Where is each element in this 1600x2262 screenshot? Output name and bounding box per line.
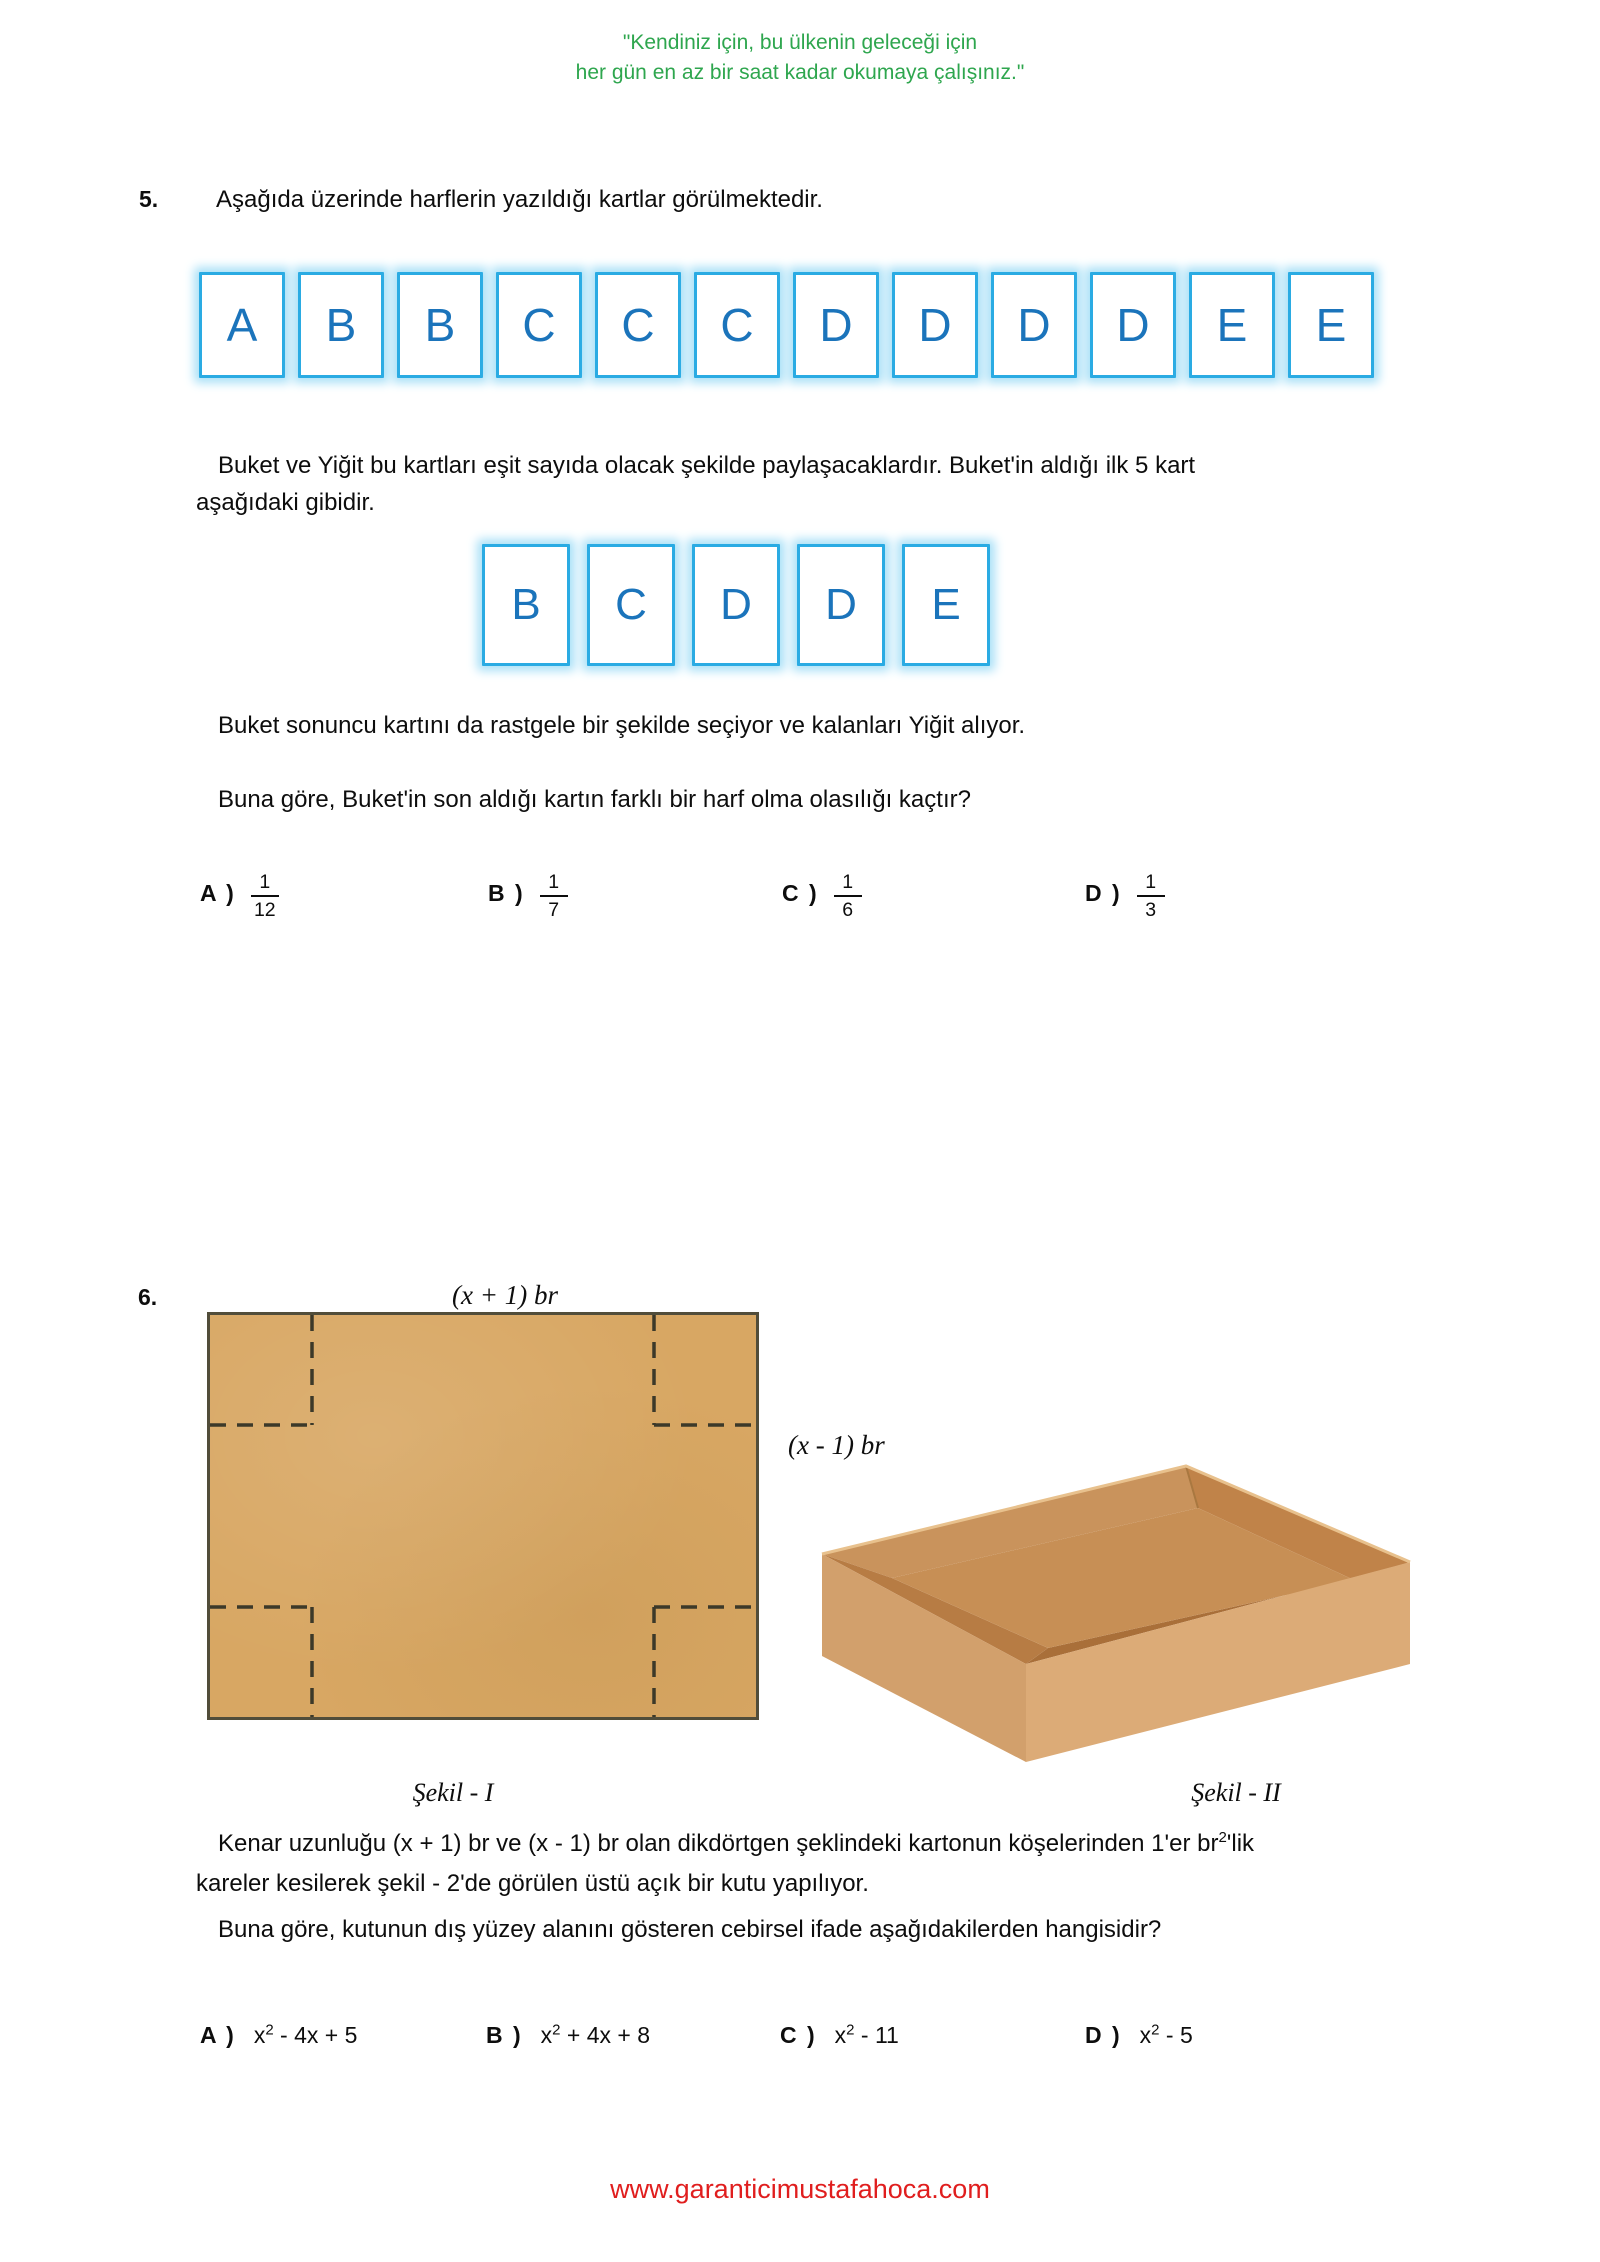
expr-rest: - 11: [854, 2022, 899, 2048]
q6-option-c: [780, 2022, 899, 2049]
fraction: [1137, 872, 1165, 920]
q5-option-c: [782, 868, 862, 920]
q5-option-d: [1085, 868, 1165, 920]
option-expression: [254, 2022, 358, 2049]
option-label: B ): [486, 2022, 523, 2048]
figure2-caption: Şekil - II: [1191, 1778, 1281, 1807]
figure1-caption: Şekil - I: [412, 1778, 494, 1807]
option-label: A ): [200, 2022, 236, 2048]
header-quote: [0, 28, 1600, 88]
q5-option-a: [200, 868, 279, 920]
question6-para-line2: kareler kesilerek şekil - 2'de görülen üstü açık bir kutu yapılıyor.: [196, 1870, 869, 1897]
fraction: [834, 872, 862, 920]
expr-base: x: [1139, 2022, 1152, 2048]
q6-side-dimension-label: (x - 1) br: [788, 1430, 885, 1460]
cardboard-figure: [207, 1312, 759, 1720]
header-quote-line2: her gün en az bir saat kadar okumaya çalışınız.": [575, 61, 1025, 84]
question5-para2: Buket sonuncu kartını da rastgele bir şekilde seçiyor ve kalanları Yiğit alıyor.: [218, 712, 1026, 739]
option-expression: [541, 2022, 650, 2049]
q6-option-b: [486, 2022, 650, 2049]
header-quote-line1: "Kendiniz için, bu ülkenin geleceği için: [622, 31, 978, 54]
question5-para1-line1: Buket ve Yiğit bu kartları eşit sayıda olacak şekilde paylaşacaklardır. Buket'in aldığı ilk 5 kart: [218, 452, 1196, 479]
question6-number: 6.: [138, 1284, 158, 1310]
expr-rest: + 4x + 8: [560, 2022, 651, 2048]
question5-number: 5.: [139, 186, 159, 212]
expr-superscript: 2: [1151, 2021, 1160, 2039]
dashed-cut-lines: [210, 1315, 756, 1717]
fraction-numerator: 1: [548, 871, 560, 893]
fraction-bar: [834, 895, 862, 897]
fraction-numerator: 1: [1145, 871, 1157, 893]
card-row-buket: [482, 544, 990, 666]
letter-card: B: [397, 272, 483, 378]
letter-card: C: [587, 544, 675, 666]
fraction-denominator: 3: [1145, 899, 1157, 921]
question6-question: Buna göre, kutunun dış yüzey alanını gösteren cebirsel ifade aşağıdakilerden hangisidir?: [218, 1916, 1162, 1943]
q6-top-dimension-label: (x + 1) br: [452, 1280, 558, 1310]
expr-base: x: [834, 2022, 847, 2048]
question5-para1-line2: aşağıdaki gibidir.: [196, 489, 375, 516]
card-row-all: [199, 272, 1374, 378]
option-label: C ): [782, 880, 819, 906]
q6-para-text: Kenar uzunluğu (x + 1) br ve (x - 1) br olan dikdörtgen şeklindeki kartonun köşelerinden 1'er br: [218, 1830, 1219, 1857]
q6-option-d: [1085, 2022, 1193, 2049]
letter-card: D: [797, 544, 885, 666]
option-label: D ): [1085, 2022, 1122, 2048]
letter-card: B: [298, 272, 384, 378]
fraction-denominator: 12: [253, 899, 276, 921]
question5-intro: Aşağıda üzerinde harflerin yazıldığı kartlar görülmektedir.: [216, 186, 823, 213]
letter-card: B: [482, 544, 570, 666]
letter-card: D: [692, 544, 780, 666]
letter-card: E: [1288, 272, 1374, 378]
question5-question: Buna göre, Buket'in son aldığı kartın farklı bir harf olma olasılığı kaçtır?: [218, 786, 971, 813]
fraction-bar: [251, 895, 279, 897]
expr-rest: - 4x + 5: [273, 2022, 358, 2048]
letter-card: D: [1090, 272, 1176, 378]
letter-card: C: [496, 272, 582, 378]
q5-option-b: [488, 868, 568, 920]
fraction-bar: [540, 895, 568, 897]
q6-para-superscript: 2: [1218, 1829, 1227, 1846]
fraction-numerator: 1: [259, 871, 271, 893]
option-label: B ): [488, 880, 525, 906]
letter-card: C: [694, 272, 780, 378]
fraction: [251, 872, 279, 920]
option-expression: [1140, 2022, 1193, 2049]
fraction-denominator: 7: [548, 899, 560, 921]
question6-para-line1: [218, 1830, 1254, 1858]
footer-url: www.garanticimustafahoca.com: [610, 2174, 990, 2204]
letter-card: D: [991, 272, 1077, 378]
q6-para-text-end: 'lik: [1226, 1830, 1255, 1857]
option-label: C ): [780, 2022, 817, 2048]
q6-option-a: [200, 2022, 357, 2049]
fraction: [540, 872, 568, 920]
letter-card: A: [199, 272, 285, 378]
fraction-bar: [1137, 895, 1165, 897]
letter-card: D: [892, 272, 978, 378]
option-label: A ): [200, 880, 236, 906]
letter-card: E: [902, 544, 990, 666]
expr-base: x: [540, 2022, 553, 2048]
letter-card: D: [793, 272, 879, 378]
open-box-image: [806, 1452, 1426, 1762]
expr-rest: - 5: [1159, 2022, 1193, 2048]
fraction-numerator: 1: [842, 871, 854, 893]
expr-base: x: [253, 2022, 266, 2048]
expr-superscript: 2: [265, 2021, 274, 2039]
expr-superscript: 2: [552, 2021, 561, 2039]
option-label: D ): [1085, 880, 1122, 906]
option-expression: [835, 2022, 899, 2049]
fraction-denominator: 6: [842, 899, 854, 921]
letter-card: C: [595, 272, 681, 378]
letter-card: E: [1189, 272, 1275, 378]
expr-superscript: 2: [846, 2021, 855, 2039]
